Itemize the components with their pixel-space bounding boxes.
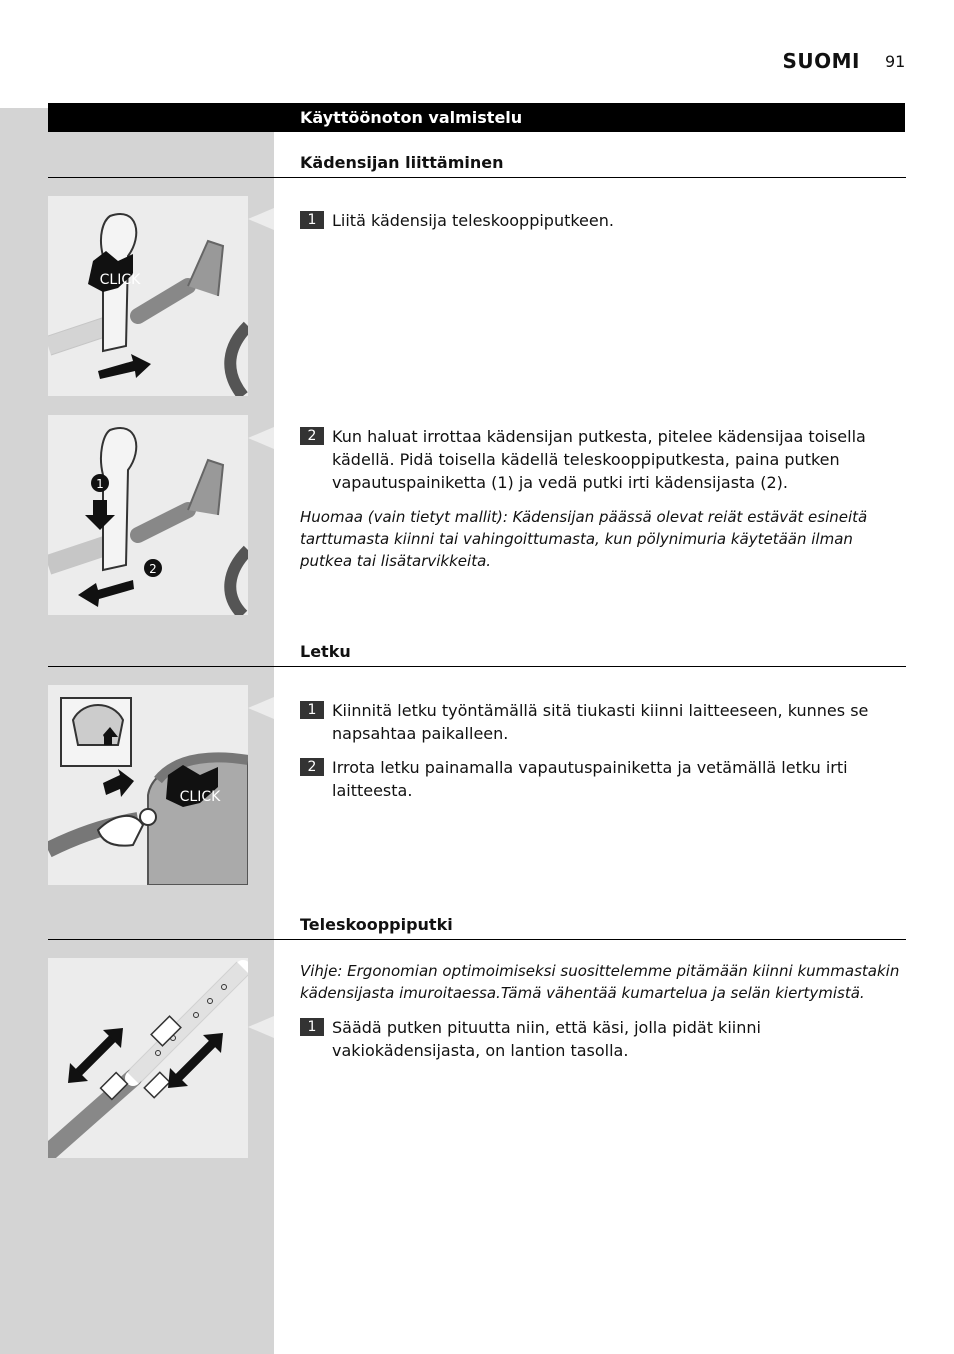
step-tube-1 <box>300 1016 880 1062</box>
figure-pointer <box>248 427 274 449</box>
figure-pointer <box>248 697 274 719</box>
marker-2: 2 <box>149 562 157 576</box>
step-text: Kun haluat irrottaa kädensijan putkesta, pitelee kädensijaa toisella kädellä. Pidä toisella kädellä teleskooppiputkesta, paina putken vapautuspainiketta (1) ja vedä putki irti kädensijasta (2). <box>332 427 866 492</box>
step-text: Liitä kädensija teleskooppiputkeen. <box>332 211 614 230</box>
section-rule <box>48 177 906 178</box>
step-hose-2 <box>300 756 880 802</box>
step-text: Kiinnitä letku työntämällä sitä tiukasti kiinni laitteeseen, kunnes se napsahtaa paikalleen. <box>332 701 869 743</box>
step-number: 1 <box>300 1018 324 1036</box>
note-text: Huomaa (vain tietyt mallit): Kädensijan päässä olevat reiät estävät esineitä tarttumasta kiinni tai vahingoittumasta, kun pölynimuria käytetään ilman putkea tai lisätarvikkeita. <box>300 508 868 570</box>
figure-detach-handle <box>48 415 248 615</box>
section-title-handle: Kädensijan liittäminen <box>300 153 504 172</box>
step-hose-1 <box>300 699 880 745</box>
tip-text: Vihje: Ergonomian optimoimiseksi suosittelemme pitämään kiinni kummastakin kädensijasta imuroitaessa.Tämä vähentää kumartelua ja selän kiertymistä. <box>300 962 900 1002</box>
marker-1: 1 <box>96 477 104 491</box>
section-rule <box>48 666 906 667</box>
figure-telescopic-tube <box>48 958 248 1158</box>
figure-pointer <box>248 208 274 230</box>
page-number: 91 <box>885 52 906 71</box>
step-number: 2 <box>300 758 324 776</box>
figure-pointer <box>248 1016 274 1038</box>
step-text: Säädä putken pituutta niin, että käsi, jolla pidät kiinni vakiokädensijasta, on lantion tasolla. <box>332 1018 761 1060</box>
click-label: CLICK <box>179 789 221 805</box>
step-number: 1 <box>300 701 324 719</box>
section-title-hose: Letku <box>300 642 351 661</box>
language-label: SUOMI <box>782 49 860 73</box>
step-number: 2 <box>300 427 324 445</box>
step-handle-1 <box>300 209 880 232</box>
section-title-tube: Teleskooppiputki <box>300 915 453 934</box>
step-text: Irrota letku painamalla vapautuspainiketta ja vetämällä letku irti laitteesta. <box>332 758 848 800</box>
figure-hose <box>48 685 248 885</box>
section-rule <box>48 939 906 940</box>
chapter-title: Käyttöönoton valmistelu <box>300 108 523 127</box>
figure-attach-handle <box>48 196 248 396</box>
click-label: CLICK <box>99 272 141 288</box>
step-number: 1 <box>300 211 324 229</box>
step-handle-2 <box>300 425 880 494</box>
